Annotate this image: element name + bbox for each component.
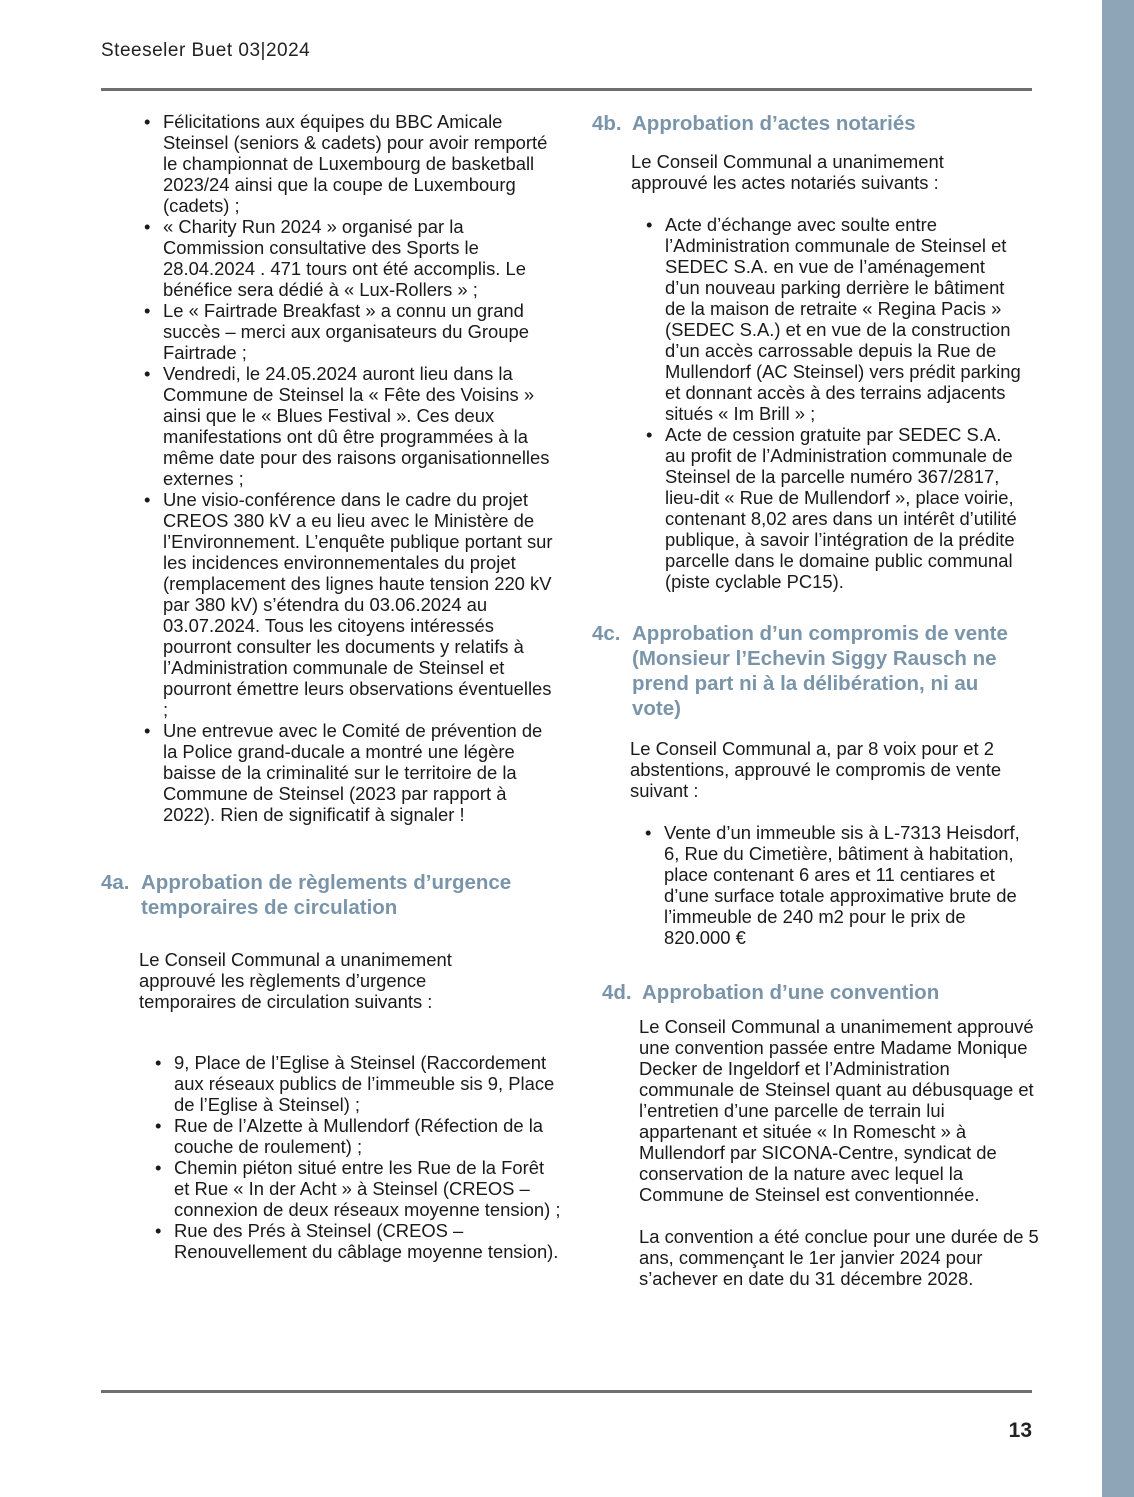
list-item: • Chemin piéton situé entre les Rue de la Forêt et Rue « In der Acht » à Steinsel (CREOS – connexion de deux réseaux moyenne tension) ; bbox=[152, 1157, 561, 1220]
left-column bbox=[101, 111, 561, 1262]
section-title: Approbation d’un compromis de vente bbox=[632, 622, 1008, 645]
side-color-band bbox=[1102, 0, 1134, 1497]
section-heading-4a bbox=[101, 870, 561, 920]
sale-agreement-list bbox=[642, 822, 1027, 948]
section-heading-4d bbox=[602, 980, 1042, 1005]
list-item: • Une visio-conférence dans le cadre du projet CREOS 380 kV a eu lieu avec le Ministère de l’Environnement. L’enquête publique portant sur les incidences environnementales du projet (remplacement des lignes haute tension 220 kV par 380 kV) s’étendra du 03.06.2024 au 03.07.2024. Tous les citoyens intéressés pourront consulter les documents y relatifs à l’Administration communale de Steinsel et pourront émettre leurs observations éventuelles ; bbox=[141, 489, 561, 720]
list-item: • « Charity Run 2024 » organisé par la Commission consultative des Sports le 28.04.2024 . 471 tours ont été accomplis. Le bénéfice sera dédié à « Lux-Rollers » ; bbox=[141, 216, 561, 300]
list-item: • Rue de l’Alzette à Mullendorf (Réfection de la couche de roulement) ; bbox=[152, 1115, 561, 1157]
section-number: 4a. bbox=[101, 871, 130, 894]
footer-divider bbox=[101, 1390, 1032, 1393]
list-item: • Vendredi, le 24.05.2024 auront lieu dans la Commune de Steinsel la « Fête des Voisins » ainsi que le « Blues Festival ». Ces deux manifestations ont dû être programmées à la même date pour des raisons organisationnelles externes ; bbox=[141, 363, 561, 489]
list-item: • 9, Place de l’Eglise à Steinsel (Raccordement aux réseaux publics de l’immeuble sis 9, Place de l’Eglise à Steinsel) ; bbox=[152, 1052, 561, 1115]
section-title: (Monsieur l’Echevin Siggy Rausch ne bbox=[632, 647, 997, 670]
section-intro: Le Conseil Communal a unanimement approuvé les actes notariés suivants : bbox=[631, 151, 944, 193]
section-heading-4c bbox=[592, 621, 1042, 721]
section-paragraph: La convention a été conclue pour une durée de 5 ans, commençant le 1er janvier 2024 pour s’achever en date du 31 décembre 2028. bbox=[639, 1226, 1039, 1289]
section-title: Approbation de règlements d’urgence bbox=[141, 871, 512, 894]
section-number: 4b. bbox=[592, 112, 622, 135]
section-title: temporaires de circulation bbox=[141, 896, 398, 919]
publication-title: Steeseler Buet 03|2024 bbox=[101, 40, 311, 61]
section-title: Approbation d’une convention bbox=[642, 981, 940, 1004]
list-item: • Acte de cession gratuite par SEDEC S.A. au profit de l’Administration communale de Steinsel de la parcelle numéro 367/2817, lieu-dit « Rue de Mullendorf », place voirie, contenant 8,02 ares dans un intérêt d’utilité publique, à savoir l’intégration de la prédite parcelle dans le domaine public communal (piste cyclable PC15). bbox=[643, 424, 1023, 592]
section-title: vote) bbox=[632, 697, 681, 720]
section-intro: Le Conseil Communal a unanimement approuvé les règlements d’urgence temporaires de circulation suivants : bbox=[139, 949, 452, 1012]
section-heading-4b bbox=[592, 111, 1042, 136]
section-intro: Le Conseil Communal a, par 8 voix pour et 2 abstentions, approuvé le compromis de vente suivant : bbox=[630, 738, 1002, 801]
header-divider bbox=[101, 88, 1032, 91]
list-item: • Acte d’échange avec soulte entre l’Administration communale de Steinsel et SEDEC S.A. en vue de l’aménagement d’un nouveau parking derrière le bâtiment de la maison de retraite « Regina Pacis » (SEDEC S.A.) et en vue de la construction d’un accès carrossable depuis la Rue de Mullendorf (AC Steinsel) vers prédit parking et donnant accès à des terrains adjacents situés « Im Brill » ; bbox=[643, 214, 1023, 424]
notarial-acts-list bbox=[643, 214, 1023, 592]
section-title: Approbation d’actes notariés bbox=[632, 112, 916, 135]
traffic-rules-list bbox=[152, 1052, 561, 1262]
list-item: • Rue des Prés à Steinsel (CREOS – Renouvellement du câblage moyenne tension). bbox=[152, 1220, 561, 1262]
list-item: • Une entrevue avec le Comité de prévention de la Police grand-ducale a montré une légère baisse de la criminalité sur le territoire de la Commune de Steinsel (2023 par rapport à 2022). Rien de significatif à signaler ! bbox=[141, 720, 561, 825]
news-bullet-list bbox=[141, 111, 561, 825]
right-column bbox=[592, 111, 1042, 1289]
section-number: 4c. bbox=[592, 622, 621, 645]
section-title: prend part ni à la délibération, ni au bbox=[632, 672, 979, 695]
list-item: • Félicitations aux équipes du BBC Amicale Steinsel (seniors & cadets) pour avoir remporté le championnat de Luxembourg de basketball 2023/24 ainsi que la coupe de Luxembourg (cadets) ; bbox=[141, 111, 561, 216]
list-item: • Vente d’un immeuble sis à L-7313 Heisdorf, 6, Rue du Cimetière, bâtiment à habitation, place contenant 6 ares et 11 centiares et d’une surface totale approximative brute de l’immeuble de 240 m2 pour le prix de 820.000 € bbox=[642, 822, 1027, 948]
section-number: 4d. bbox=[602, 981, 632, 1004]
list-item: • Le « Fairtrade Breakfast » a connu un grand succès – merci aux organisateurs du Groupe Fairtrade ; bbox=[141, 300, 561, 363]
page-number: 13 bbox=[1008, 1419, 1032, 1442]
section-paragraph: Le Conseil Communal a unanimement approuvé une convention passée entre Madame Monique Decker de Ingeldorf et l’Administration communale de Steinsel quant au débusquage et l’entretien d’une parcelle de terrain lui appartenant et située « In Romescht » à Mullendorf par SICONA-Centre, syndicat de conservation de la nature avec lequel la Commune de Steinsel est conventionnée. bbox=[639, 1016, 1034, 1205]
